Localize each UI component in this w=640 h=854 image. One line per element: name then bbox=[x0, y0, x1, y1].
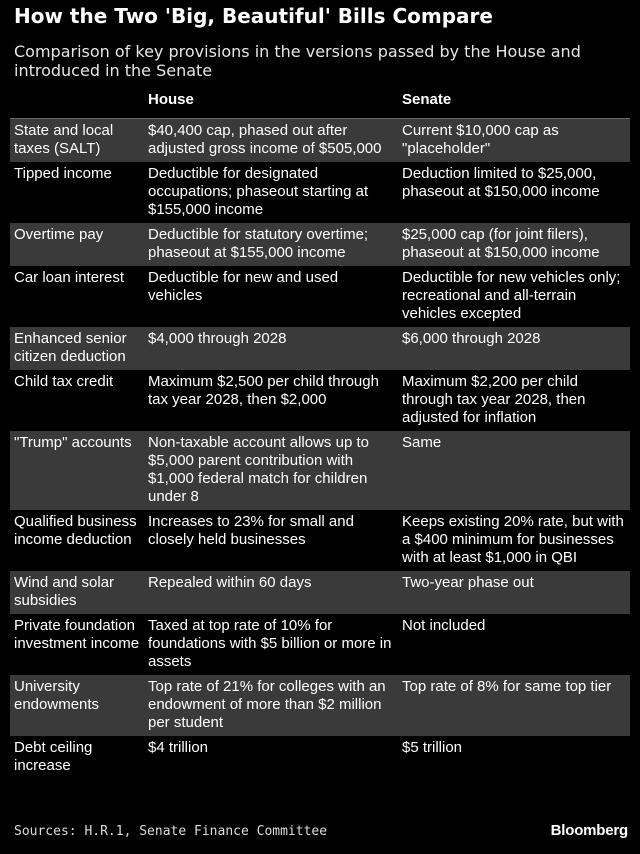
senate-cell: Same bbox=[402, 434, 442, 451]
house-cell: Deductible for statutory overtime; phaseout at $155,000 income bbox=[148, 226, 369, 261]
senate-cell: Current $10,000 cap as "placeholder" bbox=[402, 122, 559, 157]
provision-cell: State and local taxes (SALT) bbox=[14, 122, 114, 157]
senate-cell: Maximum $2,200 per child through tax year 2028, then adjusted for inflation bbox=[402, 373, 586, 426]
house-cell: $4,000 through 2028 bbox=[148, 330, 287, 347]
senate-cell: Deduction limited to $25,000, phaseout at $150,000 income bbox=[402, 165, 600, 200]
bloomberg-logo: Bloomberg bbox=[550, 822, 628, 839]
provision-cell: Child tax credit bbox=[14, 373, 114, 390]
provision-cell: Wind and solar subsidies bbox=[14, 574, 115, 609]
table-row bbox=[10, 736, 630, 779]
chart-subtitle: Comparison of key provisions in the versions passed by the House and introduced in the Senate bbox=[14, 42, 581, 80]
table-row bbox=[10, 571, 630, 614]
table-row bbox=[10, 266, 630, 327]
house-cell: Repealed within 60 days bbox=[148, 574, 312, 591]
source-note: Sources: H.R.1, Senate Finance Committee bbox=[14, 824, 328, 839]
senate-cell: Deductible for new vehicles only; recreational and all-terrain vehicles excepted bbox=[402, 269, 621, 322]
provision-cell: Car loan interest bbox=[14, 269, 125, 286]
table-row bbox=[10, 614, 630, 675]
table-row bbox=[10, 370, 630, 431]
comparison-table bbox=[10, 118, 630, 779]
column-header-senate: Senate bbox=[402, 91, 452, 108]
table-row bbox=[10, 223, 630, 266]
column-header-house: House bbox=[148, 91, 194, 108]
senate-cell: $25,000 cap (for joint filers), phaseout at $150,000 income bbox=[402, 226, 600, 261]
provision-cell: Private foundation investment income bbox=[14, 617, 140, 652]
house-cell: Non-taxable account allows up to $5,000 parent contribution with $1,000 federal match for children under 8 bbox=[148, 434, 369, 505]
table-row bbox=[10, 510, 630, 571]
senate-cell: Two-year phase out bbox=[402, 574, 534, 591]
house-cell: Taxed at top rate of 10% for foundations with $5 billion or more in assets bbox=[148, 617, 392, 670]
provision-cell: Debt ceiling increase bbox=[14, 739, 93, 774]
table-row bbox=[10, 431, 630, 510]
provision-cell: "Trump" accounts bbox=[14, 434, 132, 451]
provision-cell: University endowments bbox=[14, 678, 100, 713]
provision-cell: Enhanced senior citizen deduction bbox=[14, 330, 127, 365]
provision-cell: Qualified business income deduction bbox=[14, 513, 137, 548]
house-cell: $40,400 cap, phased out after adjusted gross income of $505,000 bbox=[148, 122, 382, 157]
senate-cell: Not included bbox=[402, 617, 486, 634]
house-cell: Deductible for new and used vehicles bbox=[148, 269, 339, 304]
table-row bbox=[10, 327, 630, 370]
house-cell: Deductible for designated occupations; phaseout starting at $155,000 income bbox=[148, 165, 369, 218]
chart-title: How the Two 'Big, Beautiful' Bills Compare bbox=[14, 4, 493, 28]
senate-cell: Top rate of 8% for same top tier bbox=[402, 678, 612, 695]
house-cell: Top rate of 21% for colleges with an endowment of more than $2 million per student bbox=[148, 678, 386, 731]
senate-cell: $6,000 through 2028 bbox=[402, 330, 541, 347]
senate-cell: $5 trillion bbox=[402, 739, 463, 756]
senate-cell: Keeps existing 20% rate, but with a $400 minimum for businesses with at least $1,000 in QBI bbox=[402, 513, 624, 566]
provision-cell: Overtime pay bbox=[14, 226, 104, 243]
table-row bbox=[10, 119, 630, 162]
house-cell: Maximum $2,500 per child through tax year 2028, then $2,000 bbox=[148, 373, 379, 408]
table-row bbox=[10, 675, 630, 736]
house-cell: Increases to 23% for small and closely held businesses bbox=[148, 513, 354, 548]
house-cell: $4 trillion bbox=[148, 739, 209, 756]
provision-cell: Tipped income bbox=[14, 165, 112, 182]
table-row bbox=[10, 162, 630, 223]
